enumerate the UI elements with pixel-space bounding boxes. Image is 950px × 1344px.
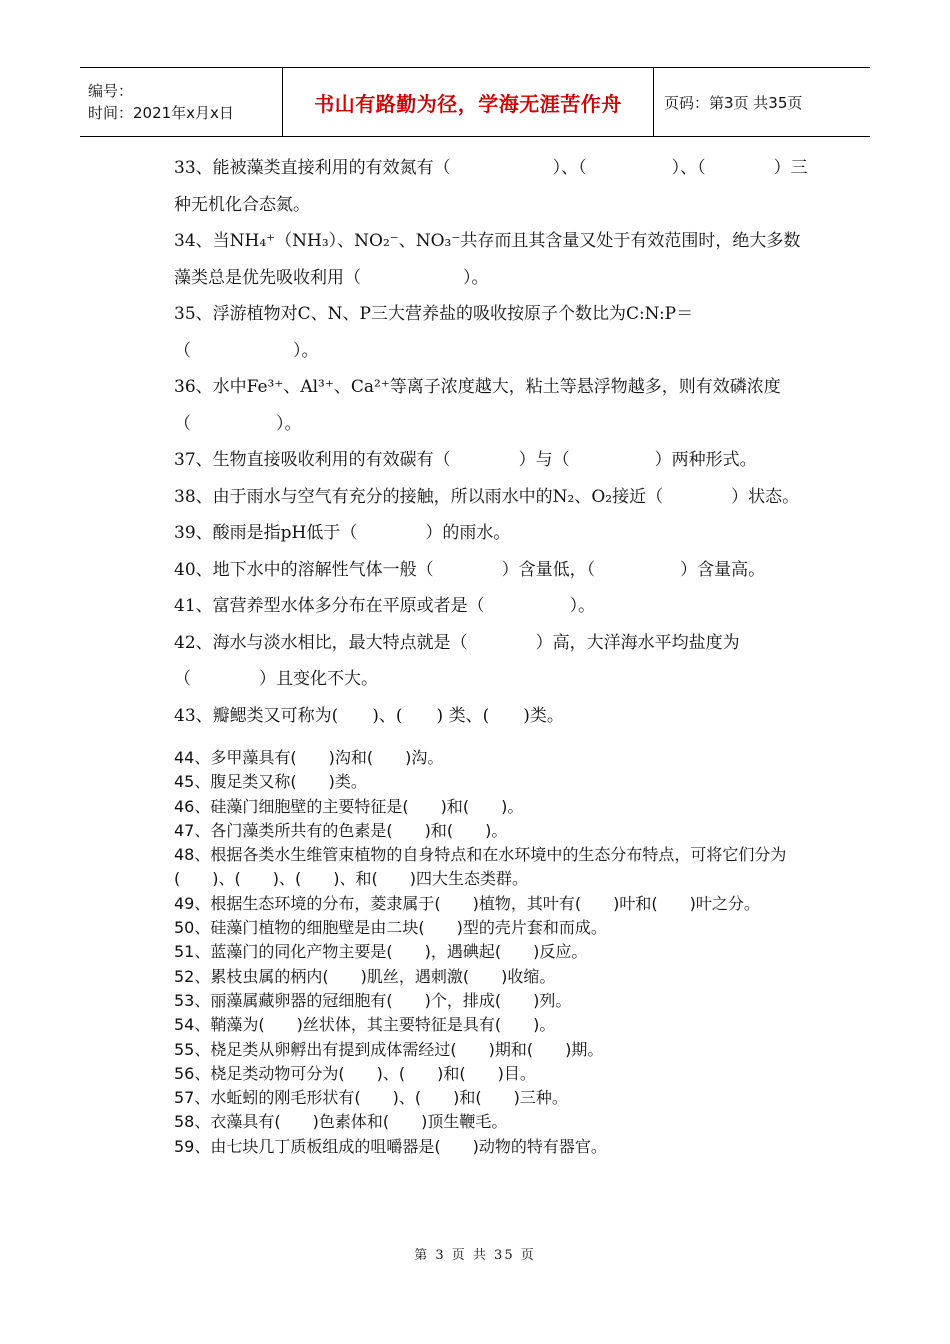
question-49: 49、根据生态环境的分布，菱隶属于( )植物，其叶有( )叶和( )叶之分。 — [174, 893, 760, 913]
question-56: 56、桡足类动物可分为( )、( )和( )目。 — [174, 1063, 536, 1083]
question-52: 52、累枝虫属的柄内( )肌丝，遇刺激( )收缩。 — [174, 966, 556, 986]
question-45: 45、腹足类又称( )类。 — [174, 772, 367, 792]
question-38: 38、由于雨水与空气有充分的接触，所以雨水中的N₂、O₂接近（ ）状态。 — [174, 486, 800, 507]
question-54: 54、鞘藻为( )丝状体，其主要特征是具有( )。 — [174, 1015, 556, 1035]
question-53: 53、丽藻属藏卵器的冠细胞有( )个，排成( )列。 — [174, 990, 572, 1010]
question-43: 43、瓣鳃类又可称为( )、( ) 类、( )类。 — [174, 705, 564, 726]
question-list — [143, 150, 811, 1159]
question-47: 47、各门藻类所共有的色素是( )和( )。 — [174, 820, 508, 840]
question-58: 58、衣藻具有( )色素体和( )顶生鞭毛。 — [174, 1112, 508, 1132]
question-35: 35、浮游植物对C、N、P三大营养盐的吸收按原子个数比为C:N:P＝（ ）。 — [174, 304, 694, 361]
question-36: 36、水中Fe³⁺、Al³⁺、Ca²⁺等离子浓度越大，粘土等悬浮物越多，则有效磷浓度（ ）。 — [174, 377, 781, 434]
question-59: 59、由七块几丁质板组成的咀嚼器是( )动物的特有器官。 — [174, 1136, 607, 1156]
question-34: 34、当NH₄⁺（NH₃）、NO₂⁻、NO₃⁻共存而且其含量又处于有效范围时，绝大多数藻类总是优先吸收利用（ ）。 — [174, 231, 801, 288]
question-48: 48、根据各类水生维管束植物的自身特点和在水环境中的生态分布特点，可将它们分为( )、( )、( )、和( )四大生态类群。 — [174, 845, 787, 889]
question-57: 57、水蚯蚓的刚毛形状有( )、( )和( )三种。 — [174, 1088, 568, 1108]
header-page-code — [654, 68, 870, 136]
question-44: 44、多甲藻具有( )沟和( )沟。 — [174, 748, 444, 767]
question-50: 50、硅藻门植物的细胞壁是由二块( )型的壳片套和而成。 — [174, 918, 607, 938]
question-39: 39、酸雨是指pH低于（ ）的雨水。 — [174, 523, 511, 543]
header-meta — [80, 68, 283, 136]
question-40: 40、地下水中的溶解性气体一般（ ）含量低，（ ）含量高。 — [174, 559, 766, 580]
page-header — [80, 67, 870, 137]
header-page-code-text: 页码：第3页 共35页 — [664, 93, 803, 112]
question-51: 51、蓝藻门的同化产物主要是( )，遇碘起( )反应。 — [174, 942, 588, 962]
question-46: 46、硅藻门细胞壁的主要特征是( )和( )。 — [174, 796, 524, 816]
header-motto-text: 书山有路勤为径，学海无涯苦作舟 — [314, 91, 622, 116]
header-motto — [283, 68, 654, 136]
question-55: 55、桡足类从卵孵出有提到成体需经过( )期和( )期。 — [174, 1039, 604, 1059]
header-number-label: 编号： — [88, 82, 134, 100]
question-41: 41、富营养型水体多分布在平原或者是（ ）。 — [174, 596, 596, 616]
header-time-label: 时间：2021年x月x日 — [88, 104, 234, 122]
question-37: 37、生物直接吸收利用的有效碳有（ ）与（ ）两种形式。 — [174, 450, 757, 470]
question-33: 33、能被藻类直接利用的有效氮有（ ）、（ ）、（ ）三种无机化合态氮。 — [174, 158, 808, 215]
page-footer: 第 3 页 共 35 页 — [414, 1248, 536, 1263]
question-42: 42、海水与淡水相比，最大特点就是（ ）高，大洋海水平均盐度为（ ）且变化不大。 — [174, 632, 740, 689]
